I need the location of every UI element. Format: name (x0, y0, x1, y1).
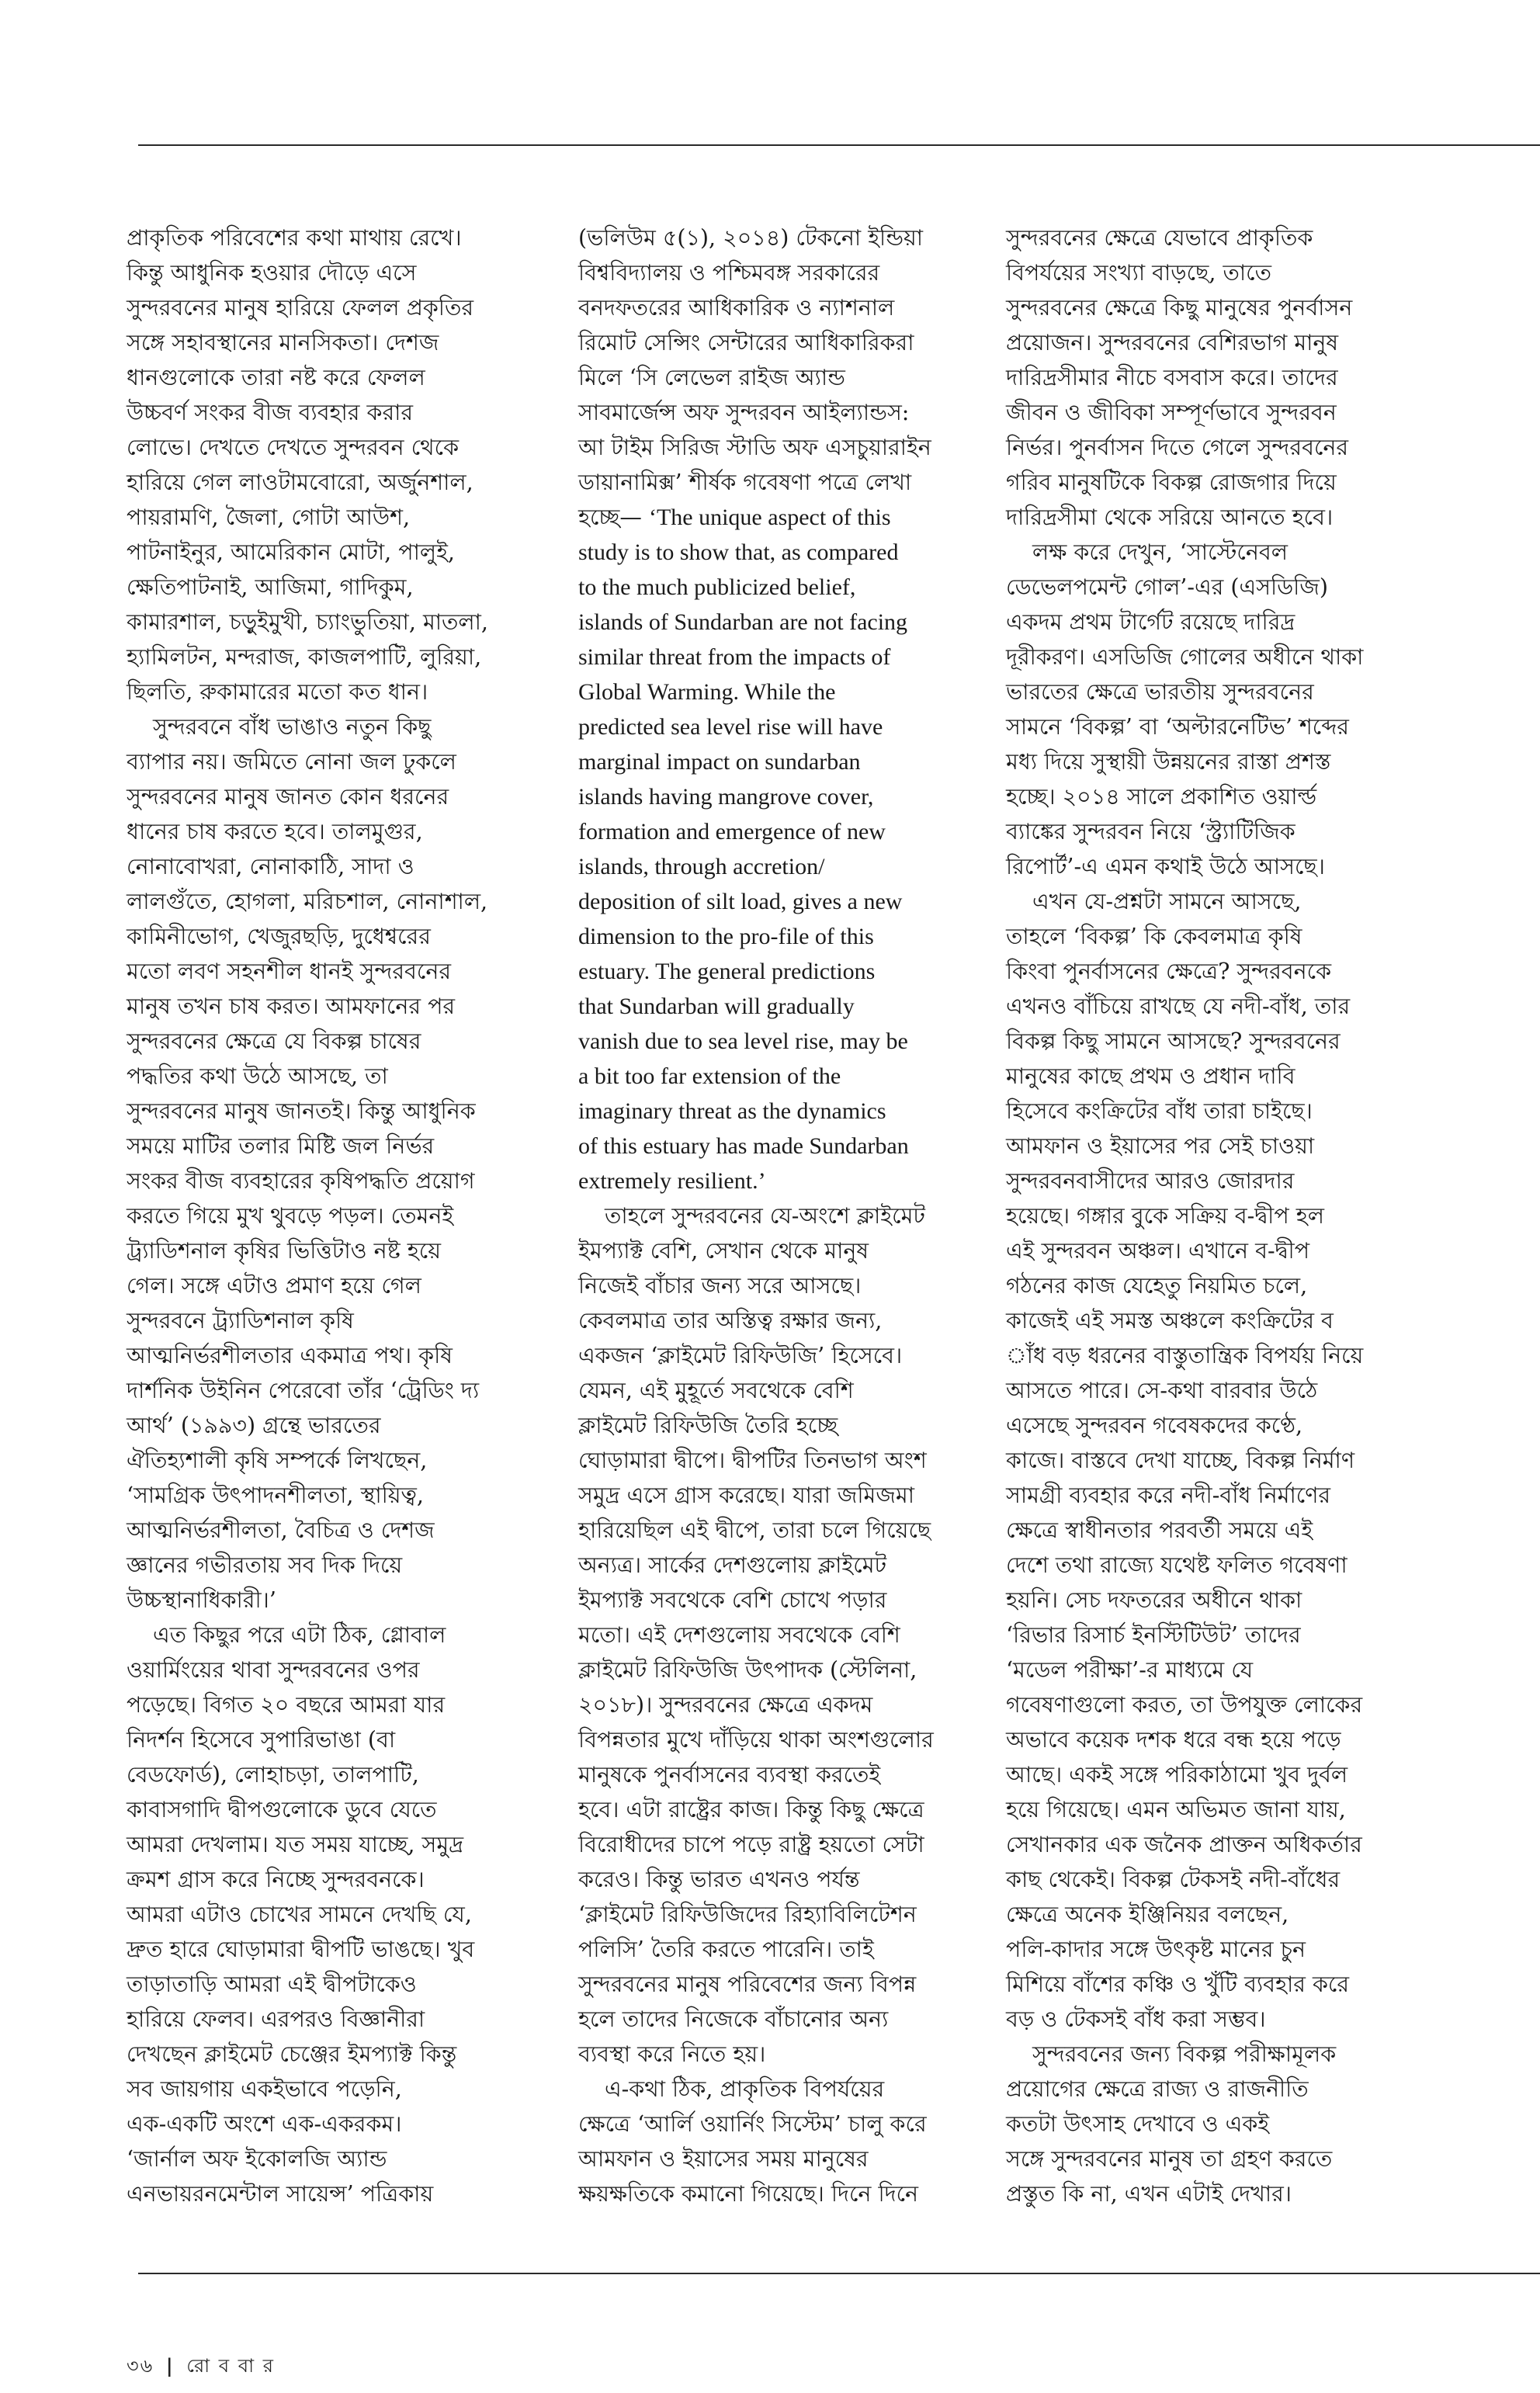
page-footer (127, 2352, 275, 2383)
paragraph: এ-কথা ঠিক, প্রাকৃতিক বিপর্যয়ের ক্ষেত্রে ‘আর্লি ওয়ার্নিং সিস্টেম’ চালু করে আমফান ও ইয়াসের সময় মানুষের ক্ষয়ক্ষতিকে কমানো গিয়েছে। দিনে দিনে (578, 2076, 927, 2207)
paragraph: সুন্দরবনের জন্য বিকল্প পরীক্ষামূলক প্রয়োগের ক্ষেত্রে রাজ্য ও রাজনীতি কতটা উৎসাহ দেখাবে ও একই সঙ্গে সুন্দরবনের মানুষ তা গ্রহণ করতে প্রস্তুত কি না, এখন এটাই দেখার। (1006, 2041, 1337, 2207)
english-quote: ‘The unique aspect of this study is to show that, as compared to the much publicized belief, islands of Sundarban are not facing similar threat from the impacts of Global Warming. While the predicted sea level rise will have marginal impact on sundarban islands having mangrove cover, formation and emergence of new islands, through accretion/ deposition of silt load, gives a new dimension to the pro-file of this estuary. The general predictions that Sundarban will gradually vanish due to sea level rise, may be a bit too far extension of the imaginary threat as the dynamics of this estuary has made Sundarban extremely resilient.’ (578, 505, 909, 1194)
paragraph: তাহলে সুন্দরবনের যে-অংশে ক্লাইমেট ইমপ্যাক্ট বেশি, সেখান থেকে মানুষ নিজেই বাঁচার জন্য সরে আসছে। কেবলমাত্র তার অস্তিত্ব রক্ষার জন্য, একজন ‘ক্লাইমেট রিফিউজি’ হিসেবে। যেমন, এই মুহূর্তে সবথেকে বেশি ক্লাইমেট রিফিউজি তৈরি হচ্ছে ঘোড়ামারা দ্বীপে। দ্বীপটির তিনভাগ অংশ সমুদ্র এসে গ্রাস করেছে। যারা জমিজমা হারিয়েছিল এই দ্বীপে, তারা চলে গিয়েছে অন্যত্র। সার্কের দেশগুলোয় ক্লাইমেট ইমপ্যাক্ট সবথেকে বেশি চোখে পড়ার মতো। এই দেশগুলোয় সবথেকে বেশি ক্লাইমেট রিফিউজি উৎপাদক (স্টেলিনা, ২০১৮)। সুন্দরবনের ক্ষেত্রে একদম বিপন্নতার মুখে দাঁড়িয়ে থাকা অংশগুলোর মানুষকে পুনর্বাসনের ব্যবস্থা করতেই হবে। এটা রাষ্ট্রের কাজ। কিন্তু কিছু ক্ষেত্রে বিরোধীদের চাপে পড়ে রাষ্ট্র হয়তো সেটা করেও। কিন্তু ভারত এখনও পর্যন্ত ‘ক্লাইমেট রিফিউজিদের রিহ্যাবিলিটেশন পলিসি’ তৈরি করতে পারেনি। তাই সুন্দরবনের মানুষ পরিবেশের জন্য বিপন্ন হলে তাদের নিজেকে বাঁচানোর অন্য ব্যবস্থা করে নিতে হয়। (578, 1203, 934, 2067)
paragraph (578, 220, 990, 1198)
paragraph: প্রাকৃতিক পরিবেশের কথা মাথায় রেখে। কিন্তু আধুনিক হওয়ার দৌড়ে এসে সুন্দরবনের মানুষ হারিয়ে ফেলল প্রকৃতির সঙ্গে সহাবস্থানের মানসিকতা। দেশজ ধানগুলোকে তারা নষ্ট করে ফেলল উচ্চবর্ণ সংকর বীজ ব্যবহার করার লোভে। দেখতে দেখতে সুন্দরবন থেকে হারিয়ে গেল লাওটামবোরো, অর্জুনশাল, পায়রামণি, জৈলা, গোটা আউশ, পাটনাইনুর, আমেরিকান মোটা, পালুই, ক্ষেতিপাটনাই, আজিমা, গাদিকুম, কামারশাল, চড়ুইমুখী, চ্যাংভুতিয়া, মাতলা, হ্যামিলটন, মন্দরাজ, কাজলপাটি, লুরিয়া, ছিলতি, রুকামারের মতো কত ধান। (127, 225, 488, 705)
bottom-rule (138, 2273, 1540, 2274)
column-3 (1006, 220, 1417, 2211)
paragraph: সুন্দরবনের ক্ষেত্রে যেভাবে প্রাকৃতিক বিপর্যয়ের সংখ্যা বাড়ছে, তাতে সুন্দরবনের ক্ষেত্রে কিছু মানুষের পুনর্বাসন প্রয়োজন। সুন্দরবনের বেশিরভাগ মানুষ দারিদ্রসীমার নীচে বসবাস করে। তাদের জীবন ও জীবিকা সম্পূর্ণভাবে সুন্দরবন নির্ভর। পুনর্বাসন দিতে গেলে সুন্দরবনের গরিব মানুষটিকে বিকল্প রোজগার দিয়ে দারিদ্রসীমা থেকে সরিয়ে আনতে হবে। (1006, 225, 1353, 530)
footer-separator: | (165, 2354, 175, 2377)
column-1 (127, 220, 538, 2211)
page-number: ৩৬ (127, 2355, 154, 2377)
magazine-name: রো ব বা র (186, 2355, 275, 2377)
paragraph: এত কিছুর পরে এটা ঠিক, গ্লোবাল ওয়ার্মিংয়ের থাবা সুন্দরবনের ওপর পড়েছে। বিগত ২০ বছরে আমরা যার নিদর্শন হিসেবে সুপারিভাঙা (বা বেডফোর্ড), লোহাচড়া, তালপাটি, কাবাসগাদি দ্বীপগুলোকে ডুবে যেতে আমরা দেখলাম। যত সময় যাচ্ছে, সমুদ্র ক্রমশ গ্রাস করে নিচ্ছে সুন্দরবনকে। আমরা এটাও চোখের সামনে দেখছি যে, দ্রুত হারে ঘোড়ামারা দ্বীপটি ভাঙছে। খুব তাড়াতাড়ি আমরা এই দ্বীপটাকেও হারিয়ে ফেলব। এরপরও বিজ্ঞানীরা দেখছেন ক্লাইমেট চেঞ্জের ইমপ্যাক্ট কিন্তু সব জায়গায় একইভাবে পড়েনি, এক-একটি অংশে এক-একরকম। ‘জার্নাল অফ ইকোলজি অ্যান্ড এনভায়রনমেন্টাল সায়েন্স’ পত্রিকায় (127, 1622, 475, 2207)
paragraph: এখন যে-প্রশ্নটা সামনে আসছে, তাহলে ‘বিকল্প’ কি কেবলমাত্র কৃষি কিংবা পুনর্বাসনের ক্ষেত্রে? সুন্দরবনকে এখনও বাঁচিয়ে রাখছে যে নদী-বাঁধ, তার বিকল্প কিছু সামনে আসছে? সুন্দরবনের মানুষের কাছে প্রথম ও প্রধান দাবি হিসেবে কংক্রিটের বাঁধ তারা চাইছে। আমফান ও ইয়াসের পর সেই চাওয়া সুন্দরবনবাসীদের আরও জোরদার হয়েছে। গঙ্গার বুকে সক্রিয় ব-দ্বীপ হল এই সুন্দরবন অঞ্চল। এখানে ব-দ্বীপ গঠনের কাজ যেহেতু নিয়মিত চলে, কাজেই এই সমস্ত অঞ্চলে কংক্রিটের ব াঁধ বড় ধরনের বাস্তুতান্ত্রিক বিপর্যয় নিয়ে আসতে পারে। সে-কথা বারবার উঠে এসেছে সুন্দরবন গবেষকদের কণ্ঠে, কাজে। বাস্তবে দেখা যাচ্ছে, বিকল্প নির্মাণ সামগ্রী ব্যবহার করে নদী-বাঁধ নির্মাণের ক্ষেত্রে স্বাধীনতার পরবর্তী সময়ে এই দেশে তথা রাজ্যে যথেষ্ট ফলিত গবেষণা হয়নি। সেচ দফতরের অধীনে থাকা ‘রিভার রিসার্চ ইনস্টিটিউট’ তাদের ‘মডেল পরীক্ষা’-র মাধ্যমে যে গবেষণাগুলো করত, তা উপযুক্ত লোকের অভাবে কয়েক দশক ধরে বন্ধ হয়ে পড়ে আছে। একই সঙ্গে পরিকাঠামো খুব দুর্বল হয়ে গিয়েছে। এমন অভিমত জানা যায়, সেখানকার এক জনৈক প্রাক্তন অধিকর্তার কাছ থেকেই। বিকল্প টেকসই নদী-বাঁধের ক্ষেত্রে অনেক ইঞ্জিনিয়র বলছেন, পলি-কাদার সঙ্গে উৎকৃষ্ট মানের চুন মিশিয়ে বাঁশের কঞ্চি ও খুঁটি ব্যবহার করে বড় ও টেকসই বাঁধ করা সম্ভব। (1006, 889, 1364, 2032)
paragraph-text: (ভলিউম ৫(১), ২০১৪) টেকনো ইন্ডিয়া বিশ্ববিদ্যালয় ও পশ্চিমবঙ্গ সরকারের বনদফতরের আধিকারিক ও ন্যাশনাল রিমোট সেন্সিং সেন্টারের আধিকারিকরা মিলে ‘সি লেভেল রাইজ অ্যান্ড সাবমার্জেন্স অফ সুন্দরবন আইল্যান্ডস: আ টাইম সিরিজ স্টাডি অফ এসচুয়ারাইন ডায়ানামিক্স’ শীর্ষক গবেষণা পত্রে লেখা হচ্ছে— (578, 225, 931, 530)
paragraph: সুন্দরবনে বাঁধ ভাঙাও নতুন কিছু ব্যাপার নয়। জমিতে নোনা জল ঢুকলে সুন্দরবনের মানুষ জানত কোন ধরনের ধানের চাষ করতে হবে। তালমুগুর, নোনাবোখরা, নোনাকাঠি, সাদা ও লালগুঁতে, হোগলা, মরিচশাল, নোনাশাল, কামিনীভোগ, খেজুরছড়ি, দুধেশ্বরের মতো লবণ সহনশীল ধানই সুন্দরবনের মানুষ তখন চাষ করত। আমফানের পর সুন্দরবনের ক্ষেত্রে যে বিকল্প চাষের পদ্ধতির কথা উঠে আসছে, তা সুন্দরবনের মানুষ জানতই। কিন্তু আধুনিক সময়ে মাটির তলার মিষ্টি জল নির্ভর সংকর বীজ ব্যবহারের কৃষিপদ্ধতি প্রয়োগ করতে গিয়ে মুখ থুবড়ে পড়ল। তেমনই ট্র্যাডিশনাল কৃষির ভিত্তিটাও নষ্ট হয়ে গেল। সঙ্গে এটাও প্রমাণ হয়ে গেল সুন্দরবনে ট্র্যাডিশনাল কৃষি আত্মনির্ভরশীলতার একমাত্র পথ। কৃষি দার্শনিক উইনিন পেরেবো তাঁর ‘ট্রেডিং দ্য আর্থ’ (১৯৯৩) গ্রন্থে ভারতের ঐতিহ্যশালী কৃষি সম্পর্কে লিখছেন, ‘সামগ্রিক উৎপাদনশীলতা, স্থায়িত্ব, আত্মনির্ভরশীলতা, বৈচিত্র ও দেশজ জ্ঞানের গভীরতায় সব দিক দিয়ে উচ্চস্থানাধিকারী।’ (127, 714, 488, 1613)
top-rule (138, 144, 1540, 146)
column-2 (578, 220, 990, 2211)
paragraph: লক্ষ করে দেখুন, ‘সাস্টেনেবল ডেভেলপমেন্ট গোল’-এর (এসডিজি) একদম প্রথম টার্গেট রয়েছে দারিদ্র দূরীকরণ। এসডিজি গোলের অধীনে থাকা ভারতের ক্ষেত্রে ভারতীয় সুন্দরবনের সামনে ‘বিকল্প’ বা ‘অল্টারনেটিভ’ শব্দের মধ্য দিয়ে সুস্থায়ী উন্নয়নের রাস্তা প্রশস্ত হচ্ছে। ২০১৪ সালে প্রকাশিত ওয়ার্ল্ড ব্যাঙ্কের সুন্দরবন নিয়ে ‘স্ট্র্যাটিজিক রিপোর্ট’-এ এমন কথাই উঠে আসছে। (1006, 539, 1364, 879)
